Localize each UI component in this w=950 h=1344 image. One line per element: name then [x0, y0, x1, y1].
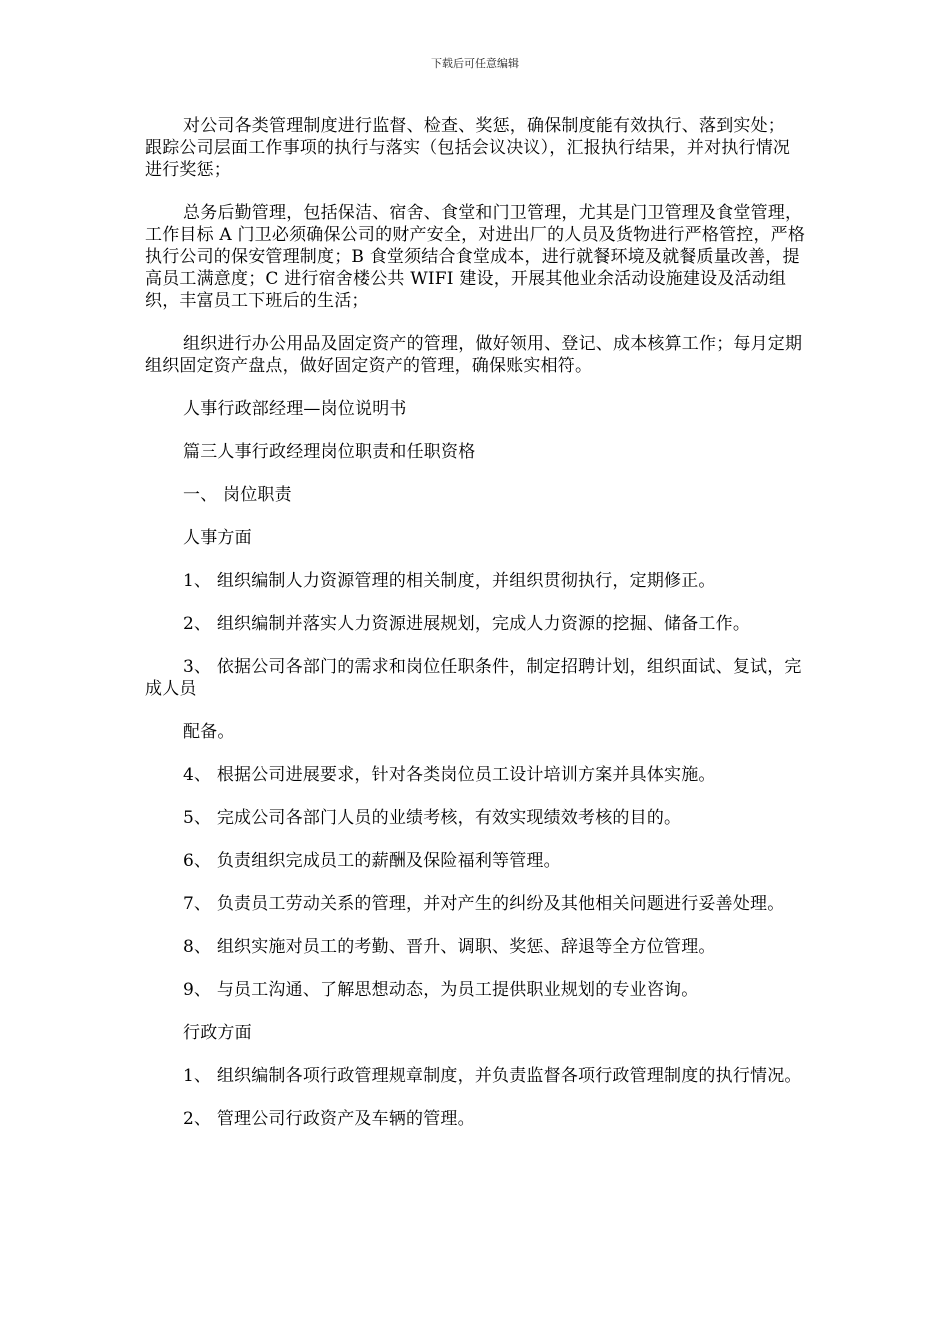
list-item: 9、 与员工沟通、了解思想动态，为员工提供职业规划的专业咨询。 — [183, 980, 699, 1000]
section-heading: 篇三人事行政经理岗位职责和任职资格 — [183, 442, 476, 462]
list-item: 2、 组织编制并落实人力资源进展规划，完成人力资源的挖掘、储备工作。 — [183, 614, 751, 634]
paragraph: 组织进行办公用品及固定资产的管理，做好领用、登记、成本核算工作；每月定期组织固定资产盘点，做好固定资产的管理，确保账实相符。 — [145, 334, 803, 376]
list-item: 1、 组织编制各项行政管理规章制度，并负责监督各项行政管理制度的执行情况。 — [183, 1066, 802, 1086]
paragraph: 对公司各类管理制度进行监督、检查、奖惩，确保制度能有效执行、落到实处； 跟踪公司层面工作事项的执行与落实（包括会议决议），汇报执行结果，并对执行情况进行奖惩； — [145, 116, 791, 180]
list-item: 8、 组织实施对员工的考勤、晋升、调职、奖惩、辞退等全方位管理。 — [183, 937, 716, 957]
list-item: 1、 组织编制人力资源管理的相关制度，并组织贯彻执行，定期修正。 — [183, 571, 716, 591]
section-heading: 人事行政部经理—岗位说明书 — [183, 399, 407, 419]
section-heading: 一、 岗位职责 — [183, 485, 292, 505]
list-item: 6、 负责组织完成员工的薪酬及保险福利等管理。 — [183, 851, 561, 871]
subsection-heading: 人事方面 — [183, 528, 252, 548]
document-body — [145, 115, 807, 1151]
paragraph: 总务后勤管理，包括保洁、宿舍、食堂和门卫管理，尤其是门卫管理及食堂管理，工作目标 A 门卫必须确保公司的财产安全，对进出厂的人员及货物进行严格管控，严格执行公司的保安管理制度；B 食堂须结合食堂成本，进行就餐环境及就餐质量改善，提高员工满意度；C 进行宿舍楼公共 WIFI 建设，开展其他业余活动设施建设及活动组织，丰富员工下班后的生活； — [145, 203, 806, 311]
subsection-heading: 行政方面 — [183, 1023, 252, 1043]
page-header-watermark: 下载后可任意编辑 — [431, 57, 519, 70]
list-item: 4、 根据公司进展要求，针对各类岗位员工设计培训方案并具体实施。 — [183, 765, 716, 785]
list-item-continuation: 配备。 — [183, 722, 235, 742]
list-item: 2、 管理公司行政资产及车辆的管理。 — [183, 1109, 475, 1129]
list-item: 7、 负责员工劳动关系的管理，并对产生的纠纷及其他相关问题进行妥善处理。 — [183, 894, 785, 914]
list-item: 5、 完成公司各部门人员的业绩考核，有效实现绩效考核的目的。 — [183, 808, 682, 828]
list-item: 3、 依据公司各部门的需求和岗位任职条件，制定招聘计划，组织面试、复试，完成人员 — [145, 657, 802, 699]
